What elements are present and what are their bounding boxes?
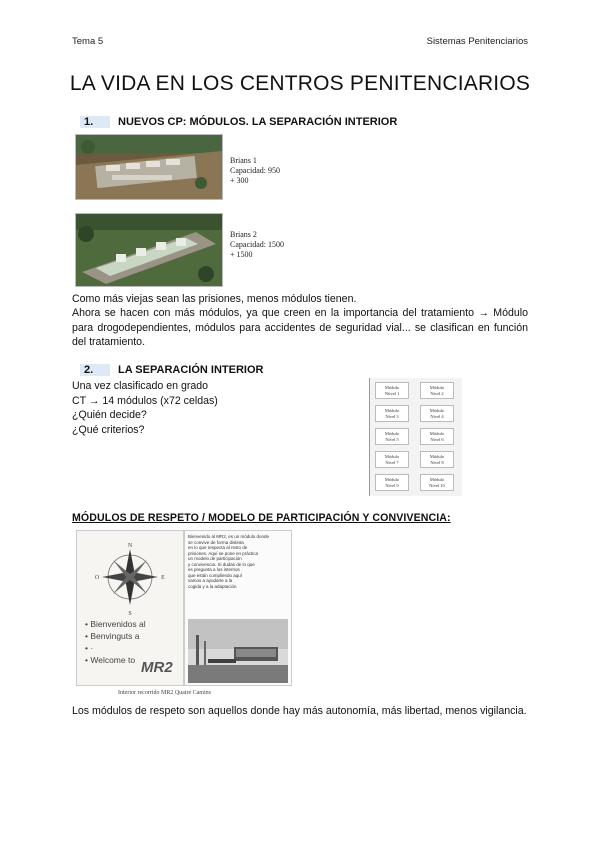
section-1-heading	[80, 116, 397, 128]
prison-aerial-image-2	[76, 214, 222, 286]
svg-text:S: S	[128, 611, 132, 617]
section-2-heading	[80, 364, 263, 376]
page-title: LA VIDA EN LOS CENTROS PENITENCIARIOS	[69, 72, 531, 95]
photo-2-caption	[230, 230, 284, 260]
line-quien-decide: ¿Quién decide?	[72, 409, 147, 421]
svg-text:O: O	[94, 575, 100, 581]
module-grid	[369, 378, 462, 496]
section-1-number: 1.	[80, 116, 110, 128]
module-cell: Módulo Nivel 9	[375, 474, 409, 491]
caption-line: Brians 1	[230, 156, 257, 165]
module-cell: Módulo Nivel 5	[375, 428, 409, 445]
bullet-arabic: • ·	[85, 643, 94, 653]
prison-photo-brians-1	[75, 134, 223, 200]
section-1-title: NUEVOS CP: MÓDULOS. LA SEPARACIÓN INTERIOR	[118, 116, 398, 128]
module-cell: Módulo Nivel 8	[420, 451, 454, 468]
line-ct-modulos: CT → 14 módulos (x72 celdas)	[72, 395, 218, 407]
module-cell: Módulo Nivel 10	[420, 474, 454, 491]
header-right: Sistemas Penitenciarios	[426, 36, 528, 47]
paragraph-modulos-viejas: Como más viejas sean las prisiones, menos módulos tienen.	[72, 293, 357, 305]
bullet-welcome: • Welcome to	[85, 655, 136, 665]
paragraph-tratamiento: Ahora se hacen con más módulos, ya que creen en la importancia del tratamiento → Módulo para drogodependientes, módulos para accidentes de seguridad vial... se clasifican en función del tratamiento.	[72, 307, 528, 348]
mr2-logo: MR2	[141, 659, 173, 676]
svg-text:N: N	[127, 543, 133, 549]
module-cell: Módulo Nivel 6	[420, 428, 454, 445]
prison-aerial-image-1	[76, 135, 222, 199]
photo-1-caption	[230, 156, 280, 186]
caption-line: Capacidad: 950	[230, 166, 280, 175]
module-cell: Módulo Nivel 4	[420, 405, 454, 422]
bullet-bienvenidos: • Bienvenidos al	[85, 619, 146, 629]
leaflet-welcome	[76, 530, 184, 686]
bullet-benvinguts: • Benvinguts a	[85, 631, 140, 641]
prison-entrance-photo	[188, 619, 288, 683]
section-2-number: 2.	[80, 364, 110, 376]
svg-text:E: E	[161, 575, 165, 581]
compass-rose-icon	[77, 537, 183, 617]
section-2-title: LA SEPARACIÓN INTERIOR	[118, 364, 264, 376]
section-3-heading: MÓDULOS DE RESPETO / MODELO DE PARTICIPACIÓN Y CONVIVENCIA:	[72, 512, 451, 524]
module-cell: Módulo Nivel 3	[375, 405, 409, 422]
leaflet-info-text: Bienvenido al MR2, es un módulo donde se convive de forma distinta en lo que respecta al resto de prisiones. Aquí se pone en práctica un modelo de participación y convivencia. Si dudas de lo que es pregunta a los internos que están cumpliendo aquí vamos a ayudarte a la cogida y a la adaptación	[188, 534, 270, 589]
prison-photo-brians-2	[75, 213, 223, 287]
caption-line: + 1500	[230, 250, 253, 259]
module-cell: Módulo Niivel 1	[375, 382, 409, 399]
leaflet-info	[184, 530, 292, 686]
paragraph-modulos-respeto: Los módulos de respeto son aquellos donde hay más autonomía, más libertad, menos vigilancia.	[72, 705, 527, 717]
caption-line: Brians 2	[230, 230, 257, 239]
module-cell: Módulo Nivel 2	[420, 382, 454, 399]
caption-line: + 300	[230, 176, 249, 185]
line-clasificado: Una vez clasificado en grado	[72, 380, 209, 392]
module-cell: Módulo Nivel 7	[375, 451, 409, 468]
line-que-criterios: ¿Qué criterios?	[72, 424, 145, 436]
caption-line: Capacidad: 1500	[230, 240, 284, 249]
header-left: Tema 5	[72, 36, 104, 47]
leaflet-photo-caption: Interior recorrido MR2 Quatre Camins	[118, 690, 211, 696]
